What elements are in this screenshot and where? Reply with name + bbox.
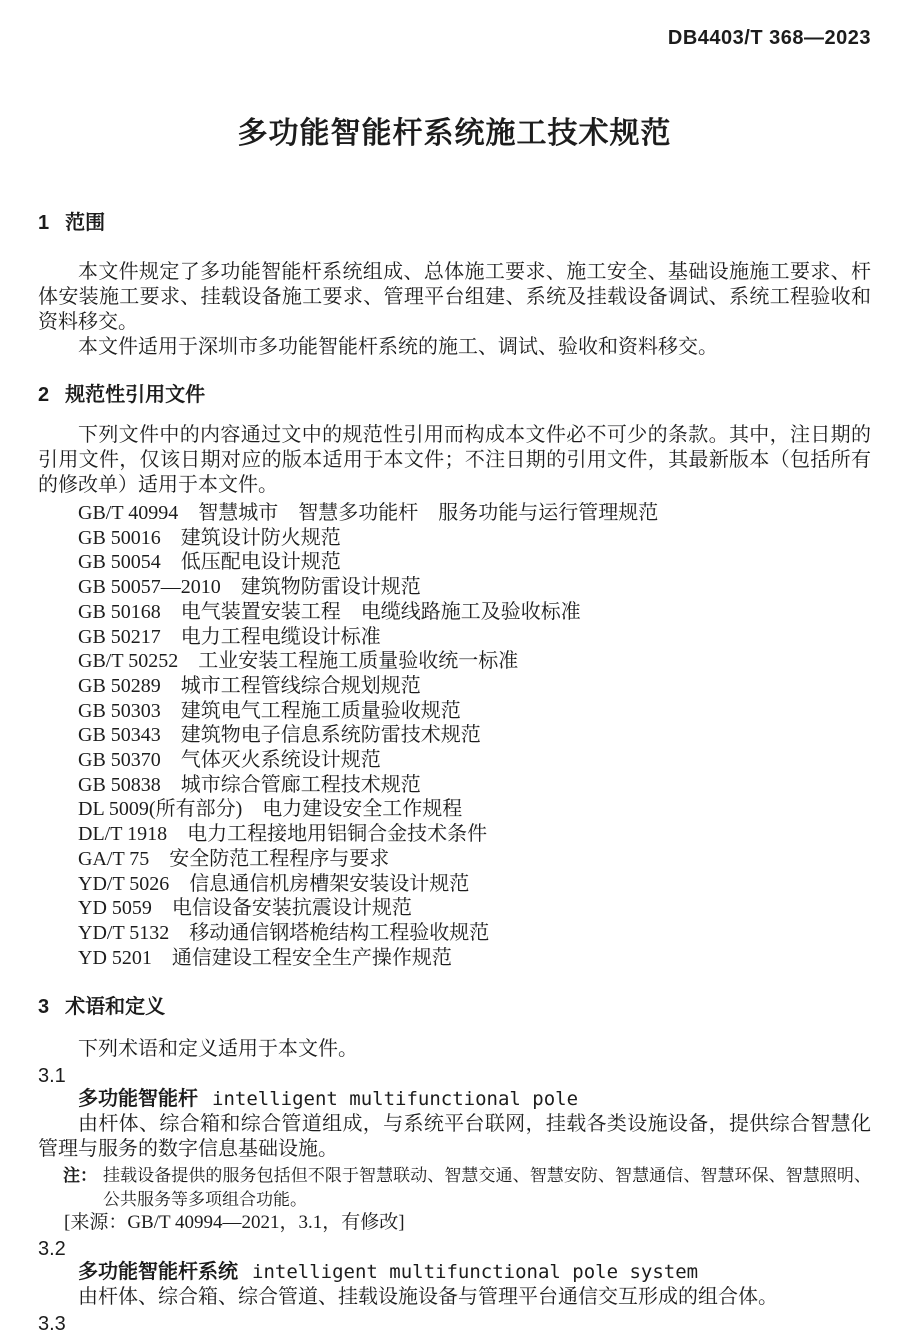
term-source: [来源：GB/T 40994—2021，3.1，有修改]	[64, 1212, 405, 1234]
section-heading-terms	[38, 994, 871, 1020]
doc-header	[38, 26, 871, 50]
doc-number: DB4403/T 368—2023	[667, 27, 871, 49]
reference-item: YD 5059 电信设备安装抗震设计规范	[78, 897, 412, 920]
reference-item: YD 5201 通信建设工程安全生产操作规范	[78, 946, 452, 969]
term-number: 3.3	[38, 1313, 66, 1335]
term-english: intelligent multifunctional pole system	[252, 1261, 699, 1284]
term-entry-3-3	[38, 1313, 871, 1335]
reference-item: GB 50057—2010 建筑物防雷设计规范	[78, 576, 421, 599]
reference-item: YD/T 5132 移动通信钢塔桅结构工程验收规范	[78, 921, 490, 944]
reference-item: DL 5009(所有部分) 电力建设安全工作规程	[78, 798, 463, 821]
term-name: 多功能智能杆	[78, 1088, 198, 1111]
reference-item: GB 50016 建筑设计防火规范	[78, 526, 341, 549]
reference-list	[38, 501, 871, 970]
reference-item: GB 50343 建筑物电子信息系统防雷技术规范	[78, 724, 481, 747]
reference-item: GB 50303 建筑电气工程施工质量验收规范	[78, 699, 461, 722]
section-heading-references	[38, 382, 871, 408]
section-number: 2	[38, 384, 50, 406]
term-english: intelligent multifunctional pole	[212, 1088, 579, 1111]
reference-item: GB 50168 电气装置安装工程 电缆线路施工及验收标准	[78, 600, 581, 623]
term-number: 3.1	[38, 1065, 66, 1088]
section-title: 术语和定义	[65, 996, 166, 1019]
reference-item: YD/T 5026 信息通信机房槽架安装设计规范	[78, 872, 470, 895]
scope-paragraph-1: 本文件规定了多功能智能杆系统组成、总体施工要求、施工安全、基础设施施工要求、杆体安装施工要求、挂载设备施工要求、管理平台组建、系统及挂载设备调试、系统工程验收和资料移交。	[38, 261, 871, 333]
term-number: 3.2	[38, 1238, 66, 1261]
references-intro: 下列文件中的内容通过文中的规范性引用而构成本文件必不可少的条款。其中，注日期的引用文件，仅该日期对应的版本适用于本文件；不注日期的引用文件，其最新版本（包括所有的修改单）适用于本文件。	[38, 424, 871, 496]
reference-item: GB 50838 城市综合管廊工程技术规范	[78, 773, 421, 796]
terms-intro: 下列术语和定义适用于本文件。	[78, 1038, 358, 1061]
term-definition: 由杆体、综合箱和综合管道组成，与系统平台联网，挂载各类设施设备，提供综合智慧化管理与服务的数字信息基础设施。	[38, 1113, 871, 1161]
term-name: 多功能智能杆系统	[78, 1261, 238, 1284]
section-number: 3	[38, 996, 50, 1019]
reference-item: GB 50217 电力工程电缆设计标准	[78, 625, 381, 648]
section-title: 范围	[65, 212, 106, 234]
reference-item: GA/T 75 安全防范工程程序与要求	[78, 847, 390, 870]
term-entry-3-1	[38, 1065, 871, 1235]
term-entry-3-2	[38, 1238, 871, 1310]
reference-item: GB/T 50252 工业安装工程施工质量验收统一标准	[78, 650, 519, 673]
note-text: 挂载设备提供的服务包括但不限于智慧联动、智慧交通、智慧安防、智慧通信、智慧环保、智慧照明、公共服务等多项组合功能。	[103, 1166, 871, 1209]
term-note	[63, 1164, 871, 1211]
section-title: 规范性引用文件	[65, 384, 206, 406]
section-heading-scope	[38, 210, 871, 236]
document-title: 多功能智能杆系统施工技术规范	[237, 117, 672, 150]
term-line	[38, 1087, 871, 1112]
note-label: 注：	[63, 1166, 97, 1186]
reference-item: DL/T 1918 电力工程接地用铝铜合金技术条件	[78, 823, 488, 846]
term-definition: 由杆体、综合箱、综合管道、挂载设施设备与管理平台通信交互形成的组合体。	[78, 1286, 778, 1309]
reference-item: GB/T 40994 智慧城市 智慧多功能杆 服务功能与运行管理规范	[78, 502, 659, 524]
reference-item: GB 50054 低压配电设计规范	[78, 551, 341, 574]
reference-item: GB 50289 城市工程管线综合规划规范	[78, 674, 421, 697]
term-line	[38, 1260, 871, 1285]
reference-item: GB 50370 气体灭火系统设计规范	[78, 749, 381, 772]
scope-paragraph-2: 本文件适用于深圳市多功能智能杆系统的施工、调试、验收和资料移交。	[78, 336, 718, 358]
section-number: 1	[38, 212, 50, 234]
